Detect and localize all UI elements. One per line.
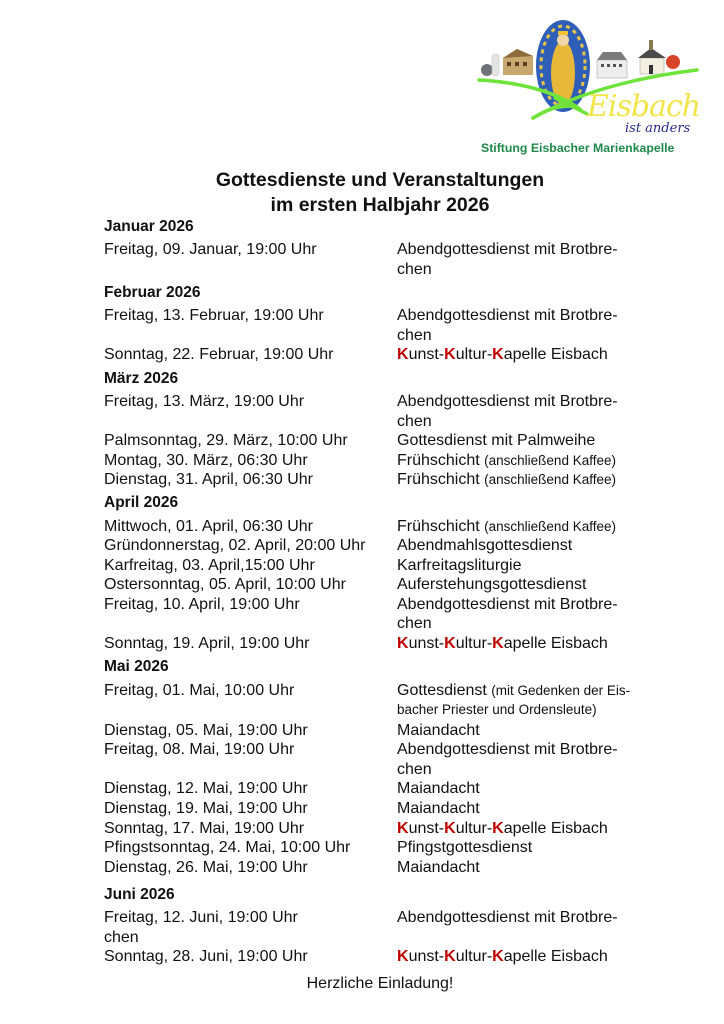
logo-wordmark-eisbach: Eisbach [587, 89, 701, 124]
event-date: Freitag, 13. Februar, 19:00 Uhr [104, 307, 324, 324]
month-heading-april: April 2026 [104, 494, 179, 511]
event-description-continued: chen [397, 413, 432, 430]
kkk-initial: K [444, 948, 456, 965]
event-description [397, 517, 616, 537]
event-note: (anschließend Kaffee) [484, 453, 616, 468]
event-date: Mittwoch, 01. April, 06:30 Uhr [104, 518, 313, 535]
month-heading-juni: Juni 2026 [104, 886, 175, 903]
kkk-initial: K [397, 948, 409, 965]
kkk-initial: K [492, 346, 504, 363]
event-description: Gottesdienst mit Palmweihe [397, 432, 596, 449]
kkk-text: ultur- [455, 635, 493, 652]
event-description-continued: chen [397, 261, 432, 278]
page-title-line2: im ersten Halbjahr 2026 [270, 194, 490, 216]
month-heading-januar: Januar 2026 [104, 218, 194, 235]
month-heading-maerz: März 2026 [104, 370, 179, 387]
event-date: Dienstag, 19. Mai, 19:00 Uhr [104, 800, 308, 817]
event-note: (anschließend Kaffee) [484, 472, 616, 487]
kkk-text: unst- [408, 635, 445, 652]
event-date: Gründonnerstag, 02. April, 20:00 Uhr [104, 537, 366, 554]
kkk-initial: K [492, 820, 504, 837]
kkk-text: unst- [408, 820, 445, 837]
kkk-text: apelle Eisbach [503, 820, 608, 837]
kkk-text: ultur- [455, 948, 493, 965]
logo-foundation-name: Stiftung Eisbacher Marienkapelle [481, 141, 675, 155]
event-date: Sonntag, 17. Mai, 19:00 Uhr [104, 820, 305, 837]
kkk-initial: K [397, 635, 409, 652]
bottle-icon [492, 54, 499, 76]
event-date: Dienstag, 12. Mai, 19:00 Uhr [104, 780, 308, 797]
event-description-continued: chen [397, 327, 432, 344]
event-date: Dienstag, 31. April, 06:30 Uhr [104, 471, 314, 488]
event-title: Frühschicht [397, 471, 480, 488]
apple-icon [666, 55, 680, 69]
event-date: Sonntag, 19. April, 19:00 Uhr [104, 635, 310, 652]
event-date: Karfreitag, 03. April,15:00 Uhr [104, 557, 315, 574]
event-description: Abendgottesdienst mit Brotbre- [397, 241, 618, 258]
page-title-line1: Gottesdienste und Veranstaltungen [215, 169, 545, 191]
event-date: Sonntag, 22. Februar, 19:00 Uhr [104, 346, 334, 363]
event-date: Freitag, 12. Juni, 19:00 Uhr [104, 909, 298, 926]
kkk-initial: K [444, 820, 456, 837]
event-description [397, 470, 616, 490]
closing-invitation: Herzliche Einladung! [306, 975, 454, 992]
event-description: Maiandacht [397, 780, 480, 797]
event-description: Maiandacht [397, 859, 480, 876]
kkk-initial: K [444, 635, 456, 652]
event-date: Freitag, 08. Mai, 19:00 Uhr [104, 741, 295, 758]
event-description [397, 451, 616, 471]
kkk-text: apelle Eisbach [503, 635, 608, 652]
event-date: Ostersonntag, 05. April, 10:00 Uhr [104, 576, 346, 593]
event-title: Frühschicht [397, 518, 480, 535]
event-date: Sonntag, 28. Juni, 19:00 Uhr [104, 948, 308, 965]
kkk-initial: K [397, 346, 409, 363]
logo-wordmark-ist-anders: ist anders [625, 121, 691, 136]
event-note-continued: bacher Priester und Ordensleute) [397, 702, 597, 717]
logo-stiftung-eisbacher-marienkapelle [475, 18, 703, 160]
event-date: Freitag, 13. März, 19:00 Uhr [104, 393, 305, 410]
kkk-text: apelle Eisbach [503, 948, 608, 965]
event-date: Dienstag, 05. Mai, 19:00 Uhr [104, 722, 308, 739]
event-description-continued: chen [104, 929, 139, 946]
event-title: Gottesdienst [397, 682, 487, 699]
kkk-initial: K [492, 635, 504, 652]
event-description-kunst-kultur-kapelle [397, 634, 608, 654]
event-description-continued: chen [397, 615, 432, 632]
event-description-continued: chen [397, 761, 432, 778]
kkk-text: unst- [408, 948, 445, 965]
event-description: Maiandacht [397, 800, 480, 817]
event-description: Abendgottesdienst mit Brotbre- [397, 741, 618, 758]
event-date: Montag, 30. März, 06:30 Uhr [104, 452, 308, 469]
event-description: Abendgottesdienst mit Brotbre- [397, 307, 618, 324]
event-description: Abendgottesdienst mit Brotbre- [397, 393, 618, 410]
event-description: Karfreitagsliturgie [397, 557, 522, 574]
event-description: Abendgottesdienst mit Brotbre- [397, 909, 618, 926]
kkk-initial: K [397, 820, 409, 837]
event-description [397, 681, 630, 701]
event-date: Freitag, 10. April, 19:00 Uhr [104, 596, 300, 613]
month-heading-februar: Februar 2026 [104, 284, 201, 301]
kkk-text: apelle Eisbach [503, 346, 608, 363]
event-description-kunst-kultur-kapelle [397, 947, 608, 967]
kkk-text: ultur- [455, 820, 493, 837]
event-description: Pfingstgottesdienst [397, 839, 533, 856]
ball-icon [481, 64, 493, 76]
event-description: Abendmahlsgottesdienst [397, 537, 573, 554]
kkk-text: ultur- [455, 346, 493, 363]
month-heading-mai: Mai 2026 [104, 658, 169, 675]
event-description: Abendgottesdienst mit Brotbre- [397, 596, 618, 613]
event-date: Freitag, 01. Mai, 10:00 Uhr [104, 682, 295, 699]
event-note: (mit Gedenken der Eis- [491, 683, 631, 698]
event-description-kunst-kultur-kapelle [397, 819, 608, 839]
event-title: Frühschicht [397, 452, 480, 469]
event-description: Auferstehungsgottesdienst [397, 576, 587, 593]
kkk-text: unst- [408, 346, 445, 363]
kkk-initial: K [444, 346, 456, 363]
event-date: Dienstag, 26. Mai, 19:00 Uhr [104, 859, 308, 876]
event-date: Pfingstsonntag, 24. Mai, 10:00 Uhr [104, 839, 351, 856]
building-icon [597, 52, 627, 78]
chapel-icon [638, 40, 666, 74]
event-date: Palmsonntag, 29. März, 10:00 Uhr [104, 432, 348, 449]
kkk-initial: K [492, 948, 504, 965]
event-note: (anschließend Kaffee) [484, 519, 616, 534]
event-date: Freitag, 09. Januar, 19:00 Uhr [104, 241, 317, 258]
event-description: Maiandacht [397, 722, 480, 739]
event-description-kunst-kultur-kapelle [397, 345, 608, 365]
house-icon [503, 49, 533, 75]
